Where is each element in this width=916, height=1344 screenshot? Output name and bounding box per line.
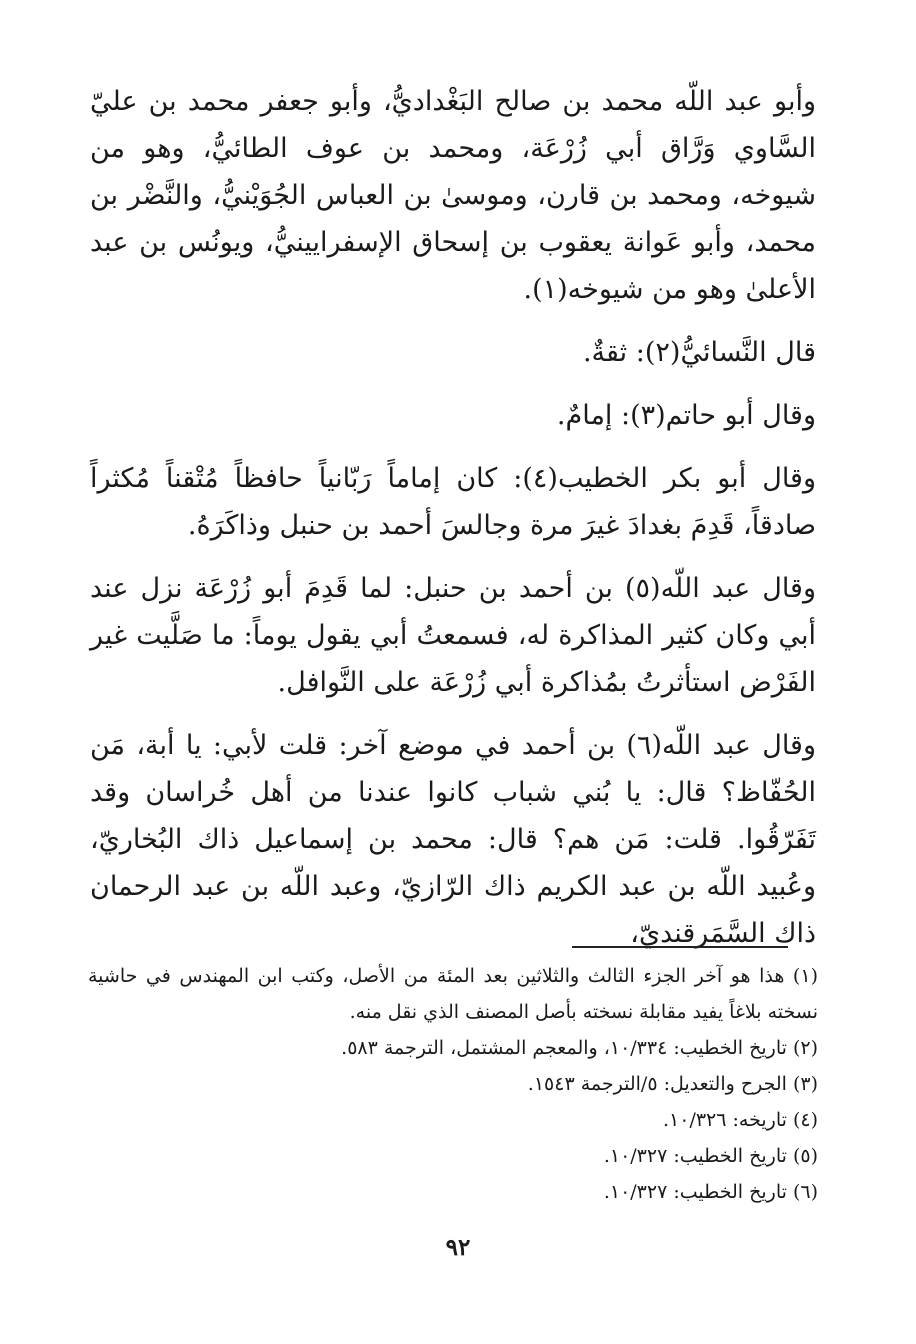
paragraph-abdullah-2: وقال عبد اللّه(٦) بن أحمد في موضع آخر: قلت لأبي: يا أبة، مَن الحُفّاظ؟ قال: يا بُني شباب كانوا عندنا من أهل خُراسان وقد تَفَرّقُوا. قلت: مَن هم؟ قال: محمد بن إسماعيل ذاك البُخاريّ، وعُبيد اللّه بن عبد الكريم ذاك الرّازيّ، وعبد اللّه بن عبد الرحمان ذاك السَّمَرقنديّ، — [90, 730, 816, 949]
footnote-3: (٣) الجرح والتعديل: ٥/الترجمة ١٥٤٣. — [527, 1073, 818, 1095]
footnotes — [88, 958, 818, 1210]
footnote-separator — [572, 946, 788, 948]
paragraph-nasai: قال النَّسائيُّ(٢): ثقةٌ. — [582, 337, 816, 368]
footnote-6: (٦) تاريخ الخطيب: ١٠/٣٢٧. — [603, 1181, 818, 1203]
paragraph-khatib: وقال أبو بكر الخطيب(٤): كان إماماً رَبّانياً حافظاً مُتْقناً مُكثراً صادقاً، قَدِمَ بغدادَ غيرَ مرة وجالسَ أحمد بن حنبل وذاكَرَهُ. — [90, 463, 816, 541]
paragraph-abu-hatim: وقال أبو حاتم(٣): إمامٌ. — [556, 400, 816, 431]
footnote-2: (٢) تاريخ الخطيب: ١٠/٣٣٤، والمعجم المشتمل، الترجمة ٥٨٣. — [341, 1037, 818, 1059]
footnote-4: (٤) تاريخه: ١٠/٣٢٦. — [662, 1109, 818, 1131]
footnote-5: (٥) تاريخ الخطيب: ١٠/٣٢٧. — [603, 1145, 818, 1167]
footnote-1: (١) هذا هو آخر الجزء الثالث والثلاثين بعد المئة من الأصل، وكتب ابن المهندس في حاشية نسخته بلاغاً يفيد مقابلة نسخته بأصل المصنف الذي نقل منه. — [88, 965, 818, 1023]
main-text — [90, 78, 816, 973]
page-number: ٩٢ — [445, 1234, 471, 1261]
paragraph-narrators: وأبو عبد اللّه محمد بن صالح البَغْداديُّ، وأبو جعفر محمد بن عليّ السَّاوي وَرَّاق أبي زُرْعَة، ومحمد بن عوف الطائيُّ، وهو من شيوخه، ومحمد بن قارن، وموسىٰ بن العباس الجُوَيْنيُّ، والنَّضْر بن محمد، وأبو عَوانة يعقوب بن إسحاق الإسفرايينيُّ، ويونُس بن عبد الأعلىٰ وهو من شيوخه(١). — [90, 86, 816, 305]
paragraph-abdullah-1: وقال عبد اللّه(٥) بن أحمد بن حنبل: لما قَدِمَ أبو زُرْعَة نزل عند أبي وكان كثير المذاكرة له، فسمعتُ أبي يقول يوماً: ما صَلَّيت غير الفَرْض استأثرتُ بمُذاكرة أبي زُرْعَة على النَّوافل. — [90, 573, 817, 698]
